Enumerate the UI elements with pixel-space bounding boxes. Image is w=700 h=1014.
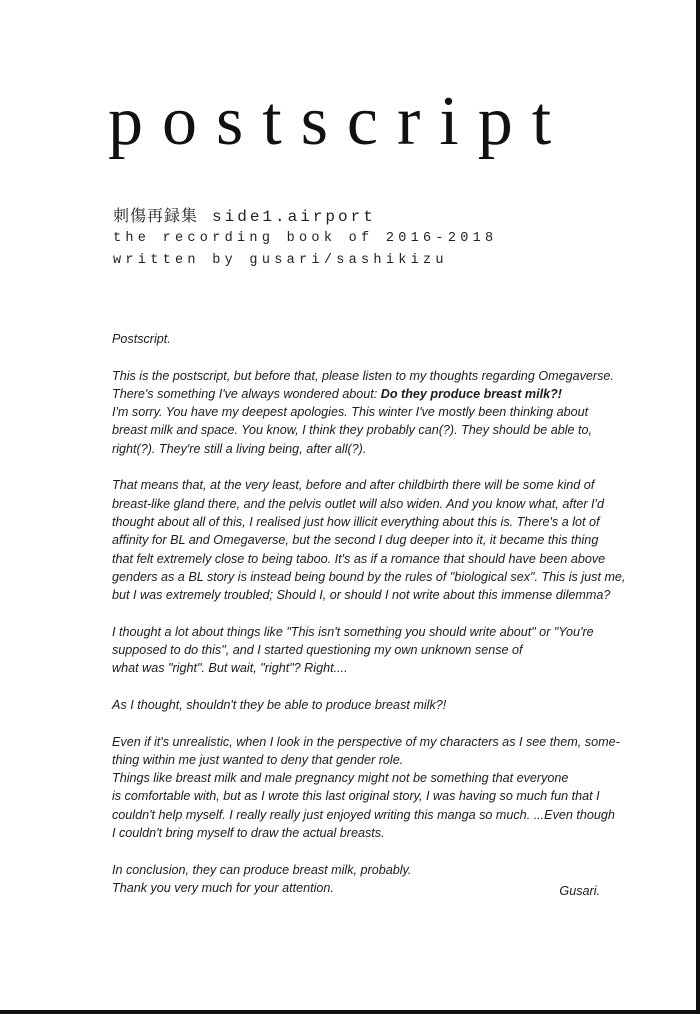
- paragraph-7: [112, 861, 602, 898]
- text-line: affinity for BL and Omegaverse, but the second I dug deeper into it, it became this thing: [112, 533, 599, 548]
- text-line: Even if it's unrealistic, when I look in the perspective of my characters as I see them, some-: [112, 734, 620, 749]
- paragraph-5: [112, 696, 602, 714]
- text-line: breast milk and space. You know, I think they probably can(?). They should be able to,: [112, 423, 593, 438]
- page-title: postscript: [108, 83, 571, 160]
- text-line: [112, 385, 602, 403]
- text-line: In conclusion, they can produce breast milk, probably.: [112, 862, 412, 877]
- page-edge-right: [696, 0, 700, 1014]
- subtitle-block: [113, 205, 497, 272]
- text-line: This is the postscript, but before that, please listen to my thoughts regarding Omegaverse.: [112, 368, 614, 383]
- paragraph-4: [112, 623, 602, 678]
- paragraph-1: [112, 330, 602, 348]
- text-line: That means that, at the very least, before and after childbirth there will be some kind of: [112, 478, 595, 493]
- subtitle-line-3: written by gusari/sashikizu: [113, 253, 448, 268]
- text-line: that felt extremely close to being taboo. It's as if a romance that should have been above: [112, 551, 606, 566]
- text-line: what was "right". But wait, "right"? Right....: [112, 661, 348, 676]
- text-line: I thought a lot about things like "This isn't something you should write about" or "You're: [112, 624, 594, 639]
- subtitle-line-1: [113, 205, 497, 228]
- text-line: thing within me just wanted to deny that gender role.: [112, 752, 404, 767]
- text-line: genders as a BL story is instead being bound by the rules of "biological sex". This is just me,: [112, 569, 626, 584]
- text-line: is comfortable with, but as I wrote this last original story, I was having so much fun that I: [112, 789, 600, 804]
- text-line: right(?). They're still a living being, after all(?).: [112, 441, 367, 456]
- text-line: but I was extremely troubled; Should I, or should I not write about this immense dilemma?: [112, 588, 611, 603]
- text-line: thought about all of this, I realised just how illicit everything about this is. There's a lot of: [112, 514, 600, 529]
- text-line: Thank you very much for your attention.: [112, 880, 334, 895]
- text-line: Things like breast milk and male pregnancy might not be something that everyone: [112, 771, 569, 786]
- author-signature: Gusari.: [559, 884, 600, 898]
- japanese-title: 刺傷再録集: [113, 206, 199, 225]
- subtitle-side: side1.airport: [212, 208, 376, 226]
- text-line: As I thought, shouldn't they be able to produce breast milk?!: [112, 697, 447, 712]
- paragraph-2: [112, 367, 614, 458]
- text-line: Postscript.: [112, 332, 171, 346]
- page-edge-bottom: [0, 1010, 700, 1014]
- emphasis-text: Do they produce breast milk?!: [380, 386, 562, 401]
- postscript-body: [112, 330, 626, 916]
- text-span: There's something I've always wondered about:: [112, 386, 381, 401]
- text-line: supposed to do this", and I started questioning my own unknown sense of: [112, 643, 523, 658]
- subtitle-line-2: the recording book of 2016-2018: [113, 231, 498, 246]
- text-line: I'm sorry. You have my deepest apologies. This winter I've mostly been thinking about: [112, 405, 589, 420]
- text-line: I couldn't bring myself to draw the actual breasts.: [112, 826, 385, 841]
- paragraph-6: [112, 733, 620, 843]
- text-line: breast-like gland there, and the pelvis outlet will also widen. And you know what, after I'd: [112, 496, 604, 511]
- text-line: couldn't help myself. I really really just enjoyed writing this manga so much. ...Even though: [112, 807, 615, 822]
- paragraph-3: [112, 476, 626, 604]
